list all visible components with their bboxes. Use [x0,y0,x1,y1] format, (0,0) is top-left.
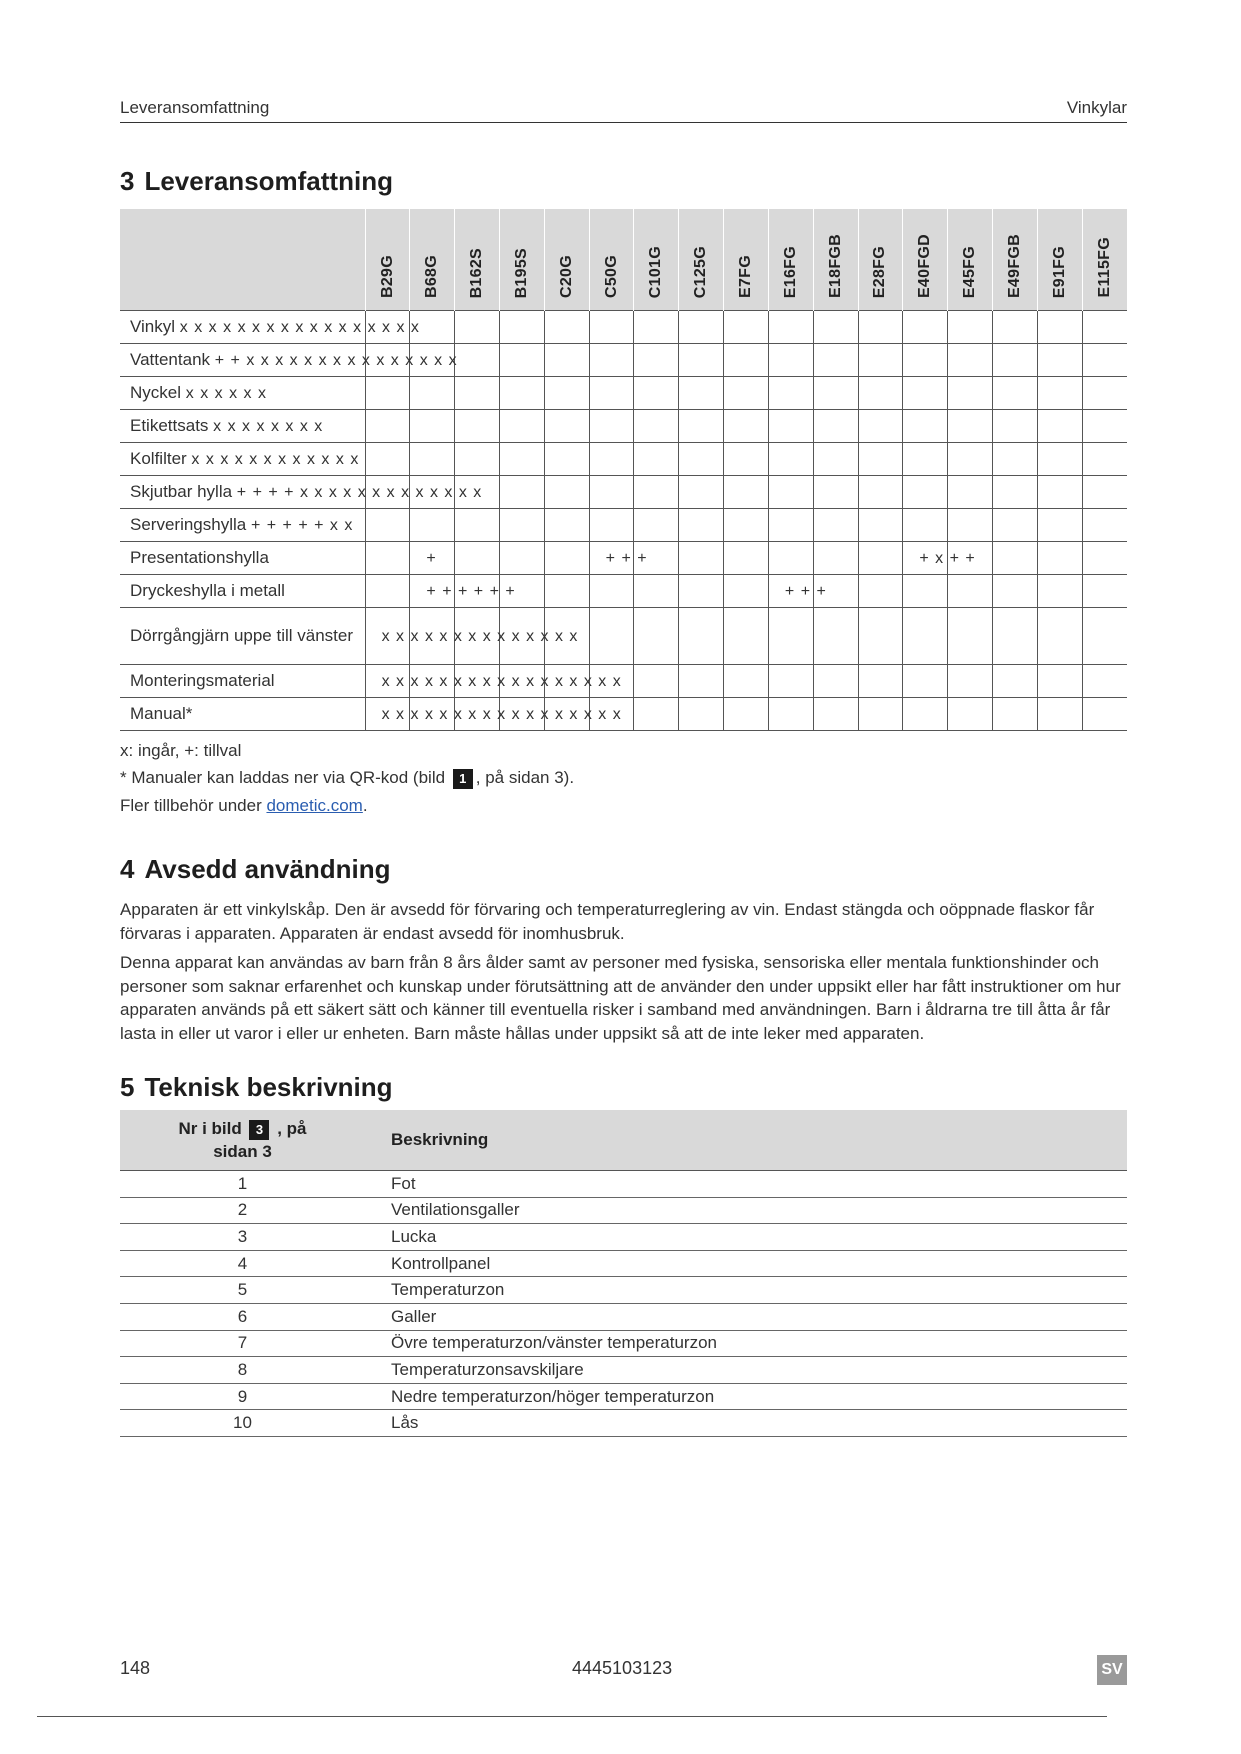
item-label: Vinkyl x x x x x x x x x x x x x x x x x [120,311,365,344]
model-cell [948,476,993,509]
scope-row [120,377,1127,410]
model-header: E115FG [1082,209,1127,311]
model-cell [589,542,648,575]
section-3-heading: 3 Leveransomfattning [120,166,393,196]
model-cell [500,542,545,575]
model-cell [1082,575,1127,608]
scope-row [120,608,1127,665]
model-cell [455,410,500,443]
model-cell [544,542,589,575]
model-cell [679,542,724,575]
model-cell [500,344,545,377]
model-cell [365,542,410,575]
model-cell [813,410,858,443]
item-label: Dörrgångjärn uppe till vänster [120,608,365,665]
model-cell [544,443,589,476]
model-cell [365,377,410,410]
model-cell [1082,311,1127,344]
model-cell [813,665,858,698]
item-label: Nyckel x x x x x x [120,377,365,410]
model-cell [903,575,948,608]
model-cell [589,311,634,344]
model-cell [634,311,679,344]
scope-row [120,344,1127,377]
scope-row [120,542,1127,575]
model-cell [1037,608,1082,665]
model-cell [813,443,858,476]
item-label: Manual* [120,698,365,731]
model-cell [724,665,769,698]
model-cell [858,377,903,410]
model-cell [768,377,813,410]
technical-description-table [120,1110,1127,1437]
model-cell [410,377,455,410]
model-cell [948,344,993,377]
model-cell [634,665,679,698]
model-header: C125G [679,209,724,311]
model-cell [992,344,1037,377]
model-cell [768,443,813,476]
model-cell [589,344,634,377]
option-marks: + x + + [919,550,976,567]
figure-badge: 1 [453,769,473,789]
scope-row [120,575,1127,608]
inclusion-marks: + + x x x x x x x x x x x x x x x [214,351,458,369]
section-5-heading: 5 Teknisk beskrivning [120,1072,393,1102]
model-cell [679,377,724,410]
model-cell [544,311,589,344]
scope-row [120,509,1127,542]
description-column-header: Beskrivning [365,1110,1127,1171]
model-cell [1082,476,1127,509]
scope-row [120,476,1127,509]
table-row [120,1277,1127,1304]
scope-row [120,311,1127,344]
model-cell [992,575,1037,608]
inclusion-marks: x x x x x x x x x x x x x x x x x [381,673,622,690]
children-paragraph: Denna apparat kan användas av barn från 8 års ålder samt av personer med fysiska, sensoriska eller mentala funktionshinder och personer som saknar erfarenhet och kunskap under förutsättning att de använder den under uppsikt eller har fått instruktioner om hur apparaten används på ett säkert sätt och känner till eventuella risker i samband med användningen. Barn i åldrarna tre till åtta år får lasta in eller ut varor i eller ur enheten. Barn måste hållas under uppsikt så att de inte leker med apparaten. [120,953,1121,1043]
model-cell [500,410,545,443]
model-cell [1082,377,1127,410]
model-cell [948,377,993,410]
scope-row [120,665,1127,698]
part-description: Kontrollpanel [365,1250,1127,1277]
model-header: E40FGD [903,209,948,311]
table-row [120,1410,1127,1437]
model-cell [544,344,589,377]
option-marks: + [426,550,437,567]
model-cell [813,542,858,575]
header-chapter: Leveransomfattning [120,98,270,117]
model-cell [544,377,589,410]
model-header: C20G [544,209,589,311]
model-cell [768,344,813,377]
model-cell [455,344,500,377]
model-cell [992,410,1037,443]
model-cell [455,311,500,344]
model-cell [1082,665,1127,698]
model-cell [455,542,500,575]
model-cell [813,509,858,542]
model-cell [634,476,679,509]
model-header: E45FG [948,209,993,311]
model-cell [724,377,769,410]
model-cell [365,509,410,542]
model-cell [768,542,813,575]
manual-note: * Manualer kan laddas ner via QR-kod (bild 1 , på sidan 3). [120,768,575,787]
model-cell [903,509,948,542]
inclusion-marks: + + + + + x x [250,516,354,534]
model-cell [858,608,903,665]
model-cell [858,665,903,698]
inclusion-marks: x x x x x x x x x x x x x x x x x [179,318,420,336]
model-cell [858,443,903,476]
model-cell [679,698,724,731]
scope-row [120,698,1127,731]
model-cell [634,377,679,410]
model-header: B162S [455,209,500,311]
document-number: 4445103123 [572,1658,673,1678]
model-cell [365,410,410,443]
model-cell [589,443,634,476]
model-cell [903,608,948,665]
header-product: Vinkylar [1066,98,1127,117]
inclusion-marks: x x x x x x x x [213,417,324,435]
model-cell [768,311,813,344]
option-marks: + + + [605,550,648,567]
model-header: B195S [500,209,545,311]
model-cell [768,410,813,443]
model-cell [948,665,993,698]
model-cell [768,476,813,509]
legend: x: ingår, +: tillval [120,741,242,760]
intended-use-paragraph: Apparaten är ett vinkylskåp. Den är avsedd för förvaring och temperaturreglering av vin. Endast stängda och oöppnade flaskor får förvaras i apparaten. Apparaten är endast avsedd för inomhusbruk. [120,900,1095,943]
model-cell [724,344,769,377]
model-cell [903,476,948,509]
model-cell [992,377,1037,410]
inclusion-marks: x x x x x x x x x x x x [191,450,360,468]
part-description: Temperaturzon [365,1277,1127,1304]
model-cell [724,410,769,443]
model-header: E28FG [858,209,903,311]
model-cell [679,509,724,542]
model-cell [679,311,724,344]
part-number: 7 [120,1330,365,1357]
model-cell [365,575,410,608]
model-cell [679,443,724,476]
model-cell [768,665,813,698]
model-cell [724,509,769,542]
model-cell [992,698,1037,731]
model-cell [858,476,903,509]
part-description: Galler [365,1303,1127,1330]
model-cell [768,608,813,665]
item-label: Vattentank + + x x x x x x x x x x x x x x x [120,344,365,377]
model-cell [544,509,589,542]
model-cell [679,410,724,443]
model-cell [858,698,903,731]
model-cell [1037,443,1082,476]
model-cell [365,608,579,665]
model-cell [1082,443,1127,476]
model-cell [992,443,1037,476]
model-header: E7FG [724,209,769,311]
model-cell [1082,608,1127,665]
section-4-heading: 4 Avsedd användning [120,854,391,884]
part-description: Lucka [365,1224,1127,1251]
model-cell [500,443,545,476]
inclusion-marks: + + + + x x x x x x x x x x x x x [236,483,483,501]
model-cell [813,344,858,377]
model-cell [813,311,858,344]
model-cell [858,344,903,377]
model-cell [634,344,679,377]
model-cell [1082,410,1127,443]
model-cell [724,698,769,731]
model-cell [903,377,948,410]
model-cell [948,608,993,665]
model-cell [1037,377,1082,410]
model-cell [948,509,993,542]
model-cell [634,410,679,443]
running-header [120,98,1127,123]
model-cell [634,509,679,542]
model-cell [858,575,903,608]
model-cell [1037,344,1082,377]
model-cell [1037,542,1082,575]
model-cell [455,443,500,476]
model-cell [455,509,500,542]
model-cell [724,476,769,509]
model-cell [768,509,813,542]
model-cell [679,665,724,698]
model-cell [1037,410,1082,443]
part-number: 2 [120,1197,365,1224]
model-cell [500,509,545,542]
model-header-row [120,209,1127,311]
number-column-header: Nr i bild 3 , på sidan 3 [120,1110,365,1171]
model-cell [813,377,858,410]
part-description: Nedre temperaturzon/höger temperaturzon [365,1383,1127,1410]
model-cell [903,410,948,443]
part-number: 1 [120,1171,365,1198]
part-description: Temperaturzonsavskiljare [365,1357,1127,1384]
model-cell [992,476,1037,509]
model-cell [589,608,634,665]
table-row [120,1171,1127,1198]
model-cell [1037,665,1082,698]
model-cell [634,608,679,665]
item-label: Presentationshylla [120,542,365,575]
model-cell [948,410,993,443]
model-cell [948,443,993,476]
model-cell [992,311,1037,344]
model-cell [544,410,589,443]
part-number: 5 [120,1277,365,1304]
model-cell [455,377,500,410]
accessories-note: Fler tillbehör under dometic.com. [120,796,368,815]
model-cell [948,575,993,608]
model-cell [589,377,634,410]
model-cell [410,542,455,575]
model-cell [410,443,455,476]
scope-row [120,410,1127,443]
table-row [120,1383,1127,1410]
item-label: Kolfilter x x x x x x x x x x x x [120,443,365,476]
part-number: 10 [120,1410,365,1437]
model-cell [1082,698,1127,731]
model-cell [903,311,948,344]
table-row [120,1224,1127,1251]
model-cell [903,665,948,698]
inclusion-marks: x x x x x x x x x x x x x x [381,628,579,645]
model-cell [500,377,545,410]
model-cell [589,476,634,509]
model-cell [544,476,589,509]
model-cell [724,443,769,476]
inclusion-marks: x x x x x x x x x x x x x x x x x [381,706,622,723]
item-label: Dryckeshylla i metall [120,575,365,608]
model-cell [1037,575,1082,608]
model-header: E16FG [768,209,813,311]
model-cell [858,311,903,344]
model-cell [410,509,455,542]
model-cell [589,575,634,608]
model-cell [679,344,724,377]
part-description: Övre temperaturzon/vänster temperaturzon [365,1330,1127,1357]
item-label: Serveringshylla + + + + + x x [120,509,365,542]
dometic-link[interactable]: dometic.com [266,796,363,815]
part-description: Fot [365,1171,1127,1198]
model-cell [589,509,634,542]
model-cell [679,476,724,509]
bottom-rule [37,1716,1107,1717]
table-row [120,1197,1127,1224]
model-cell [365,665,622,698]
model-cell [992,509,1037,542]
option-marks: + + + + + + [426,583,516,600]
table-row [120,1303,1127,1330]
model-cell [634,698,679,731]
part-number: 4 [120,1250,365,1277]
table-row [120,1250,1127,1277]
model-header: C101G [634,209,679,311]
model-cell [365,443,410,476]
model-cell [948,698,993,731]
model-cell [813,608,858,665]
model-cell [544,575,589,608]
model-cell [679,575,724,608]
corner-cell [120,209,365,311]
model-cell [1082,344,1127,377]
option-marks: + + + [784,583,827,600]
model-cell [724,575,769,608]
scope-row [120,443,1127,476]
model-cell [1037,311,1082,344]
part-number: 8 [120,1357,365,1384]
model-cell [858,509,903,542]
table-row [120,1330,1127,1357]
model-cell [500,476,545,509]
model-cell [1037,698,1082,731]
model-cell [365,698,622,731]
model-header: E91FG [1037,209,1082,311]
model-cell [948,311,993,344]
language-badge: SV [1097,1655,1127,1685]
model-cell [903,698,948,731]
model-cell [589,410,634,443]
part-description: Ventilationsgaller [365,1197,1127,1224]
model-cell [992,608,1037,665]
model-cell [724,311,769,344]
figure-badge: 3 [249,1120,269,1140]
page-number: 148 [120,1658,151,1678]
model-cell [1082,509,1127,542]
model-cell [1037,509,1082,542]
part-number: 9 [120,1383,365,1410]
model-cell [634,575,679,608]
part-number: 6 [120,1303,365,1330]
part-description: Lås [365,1410,1127,1437]
item-label: Monteringsmaterial [120,665,365,698]
model-cell [768,698,813,731]
model-cell [903,344,948,377]
model-cell [813,698,858,731]
model-cell [724,542,769,575]
scope-of-delivery-table [120,209,1127,731]
part-number: 3 [120,1224,365,1251]
model-cell [858,542,903,575]
model-cell [410,575,516,608]
model-cell [813,476,858,509]
model-cell [1037,476,1082,509]
model-cell [724,608,769,665]
model-cell [903,542,976,575]
table-row [120,1357,1127,1384]
model-header: E49FGB [992,209,1037,311]
model-cell [500,311,545,344]
item-label: Etikettsats x x x x x x x x [120,410,365,443]
model-cell [768,575,827,608]
inclusion-marks: x x x x x x [185,384,267,402]
model-cell [992,542,1037,575]
model-header: B68G [410,209,455,311]
item-label: Skjutbar hylla + + + + x x x x x x x x x x x x x [120,476,365,509]
model-cell [903,443,948,476]
model-cell [992,665,1037,698]
model-cell [858,410,903,443]
model-cell [679,608,724,665]
model-header: E18FGB [813,209,858,311]
model-cell [1082,542,1127,575]
model-cell [410,410,455,443]
model-cell [634,443,679,476]
model-header: B29G [365,209,410,311]
model-header: C50G [589,209,634,311]
